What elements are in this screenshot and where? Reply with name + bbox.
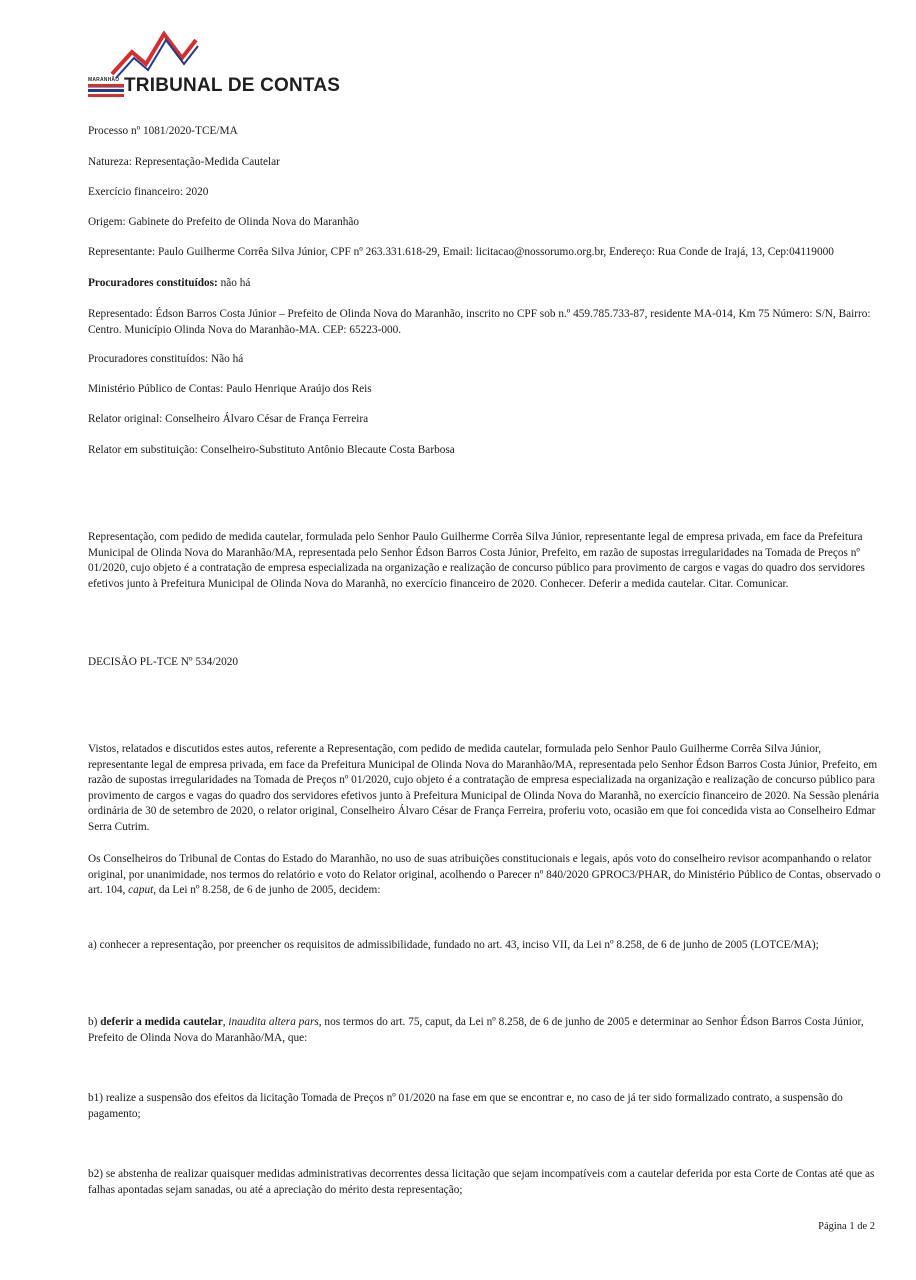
processo-line: Processo nº 1081/2020-TCE/MA: [88, 125, 238, 137]
item-b1-paragraph: b1) realize a suspensão dos efeitos da licitação Tomada de Preços nº 01/2020 na fase em que se encontrar e, no caso de já ter sido formalizado contrato, a suspensão do pagamento;: [88, 1092, 843, 1120]
item-b-sep: ,: [222, 1016, 229, 1028]
item-b2-paragraph: b2) se abstenha de realizar quaisquer medidas administrativas decorrentes dessa licitação que sejam incompatíveis com a cautelar deferida por esta Corte de Contas até que as falhas apontadas sejam sanadas, ou até a apreciação do mérito desta representação;: [88, 1168, 875, 1196]
item-b-paragraph: [88, 1015, 883, 1046]
procuradores-value: não há: [217, 277, 251, 289]
item-b-prefix: b): [88, 1016, 101, 1028]
origem-line: Origem: Gabinete do Prefeito de Olinda Nova do Maranhão: [88, 216, 360, 228]
ementa-paragraph: Representação, com pedido de medida cautelar, formulada pelo Senhor Paulo Guilherme Corrêa Silva Júnior, representante legal de empresa privada, em face da Prefeitura Municipal de Olinda Nova do Maranhão/MA, representada pelo Senhor Édson Barros Costa Júnior, Prefeito, em razão de supostas irregularidades na Tomada de Preços nº 01/2020, cujo objeto é a contratação de empresa especializada na organização e realização de concurso público para provimento de cargos e vagas do quadro dos servidores efetivos junto à Prefeitura Municipal de Olinda Nova do Maranhã, no exercício financeiro de 2020. Conhecer. Deferir a medida cautelar. Citar. Comunicar.: [88, 531, 865, 590]
vistos-paragraph: Vistos, relatados e discutidos estes autos, referente a Representação, com pedido de medida cautelar, formulada pelo Senhor Paulo Guilherme Corrêa Silva Júnior, representante legal de empresa privada, em face da Prefeitura Municipal de Olinda Nova do Maranhão/MA, representada pelo Senhor Édson Barros Costa Júnior, Prefeito, em razão de supostas irregularidades na Tomada de Preços nº 01/2020, cujo objeto é a contratação de empresa especializada na organização e realização de concurso público para provimento de cargos e vagas do quadro dos servidores efetivos junto à Prefeitura Municipal de Olinda Nova do Maranhã, no exercício financeiro de 2020. Na Sessão plenária ordinária de 30 de setembro de 2020, o relator original, Conselheiro Álvaro César de França Ferreira, proferiu voto, ocasião em que foi concedida vista ao Conselheiro Edmar Serra Cutrim.: [88, 743, 879, 833]
conselheiros-text: Os Conselheiros do Tribunal de Contas do Estado do Maranhão, no uso de suas atribuições constitucionais e legais, após voto do conselheiro revisor acompanhando o relator original, por unanimidade, nos termos do relatório e voto do Relator original, acolhendo o Parecer nº 840/2020 GPROC3/PHAR, do Ministério Público de Contas, observado o art. 104,: [88, 853, 881, 897]
item-b-italic: inaudita altera pars: [228, 1016, 319, 1028]
procuradores-label: Procuradores constituídos:: [88, 277, 218, 289]
decisao-title: DECISÃO PL-TCE Nº 534/2020: [88, 656, 239, 668]
ministerio-line: Ministério Público de Contas: Paulo Henrique Araújo dos Reis: [88, 383, 372, 395]
logo-stripes-icon: [88, 84, 124, 98]
tribunal-logo: [88, 28, 341, 100]
procuradores-line-2: Procuradores constituídos: Não há: [88, 353, 244, 365]
item-b-bold: deferir a medida cautelar: [100, 1016, 223, 1028]
natureza-line: Natureza: Representação-Medida Cautelar: [88, 156, 280, 168]
relator-original-line: Relator original: Conselheiro Álvaro César de França Ferreira: [88, 413, 369, 425]
relator-substituicao-line: Relator em substituição: Conselheiro-Substituto Antônio Blecaute Costa Barbosa: [88, 444, 455, 456]
representante-line: Representante: Paulo Guilherme Corrêa Silva Júnior, CPF nº 263.331.618-29, Email: licitacao@nossorumo.org.br, Endereço: Rua Conde de Irajá, 13, Cep:04119000: [88, 246, 834, 258]
conselheiros-paragraph: [88, 852, 883, 899]
caput-term: caput: [128, 884, 154, 897]
item-b-rest: , nos termos do art. 75, caput, da Lei nº 8.258, de 6 de junho de 2005 e determinar ao Senhor Édson Barros Costa Júnior, Prefeito de Olinda Nova do Maranhão/MA, que:: [88, 1016, 864, 1044]
procuradores-line-1: [88, 276, 883, 292]
conselheiros-text-end: , da Lei nº 8.258, de 6 de junho de 2005, decidem:: [153, 884, 381, 897]
representado-line: Representado: Édson Barros Costa Júnior – Prefeito de Olinda Nova do Maranhão, inscrito no CPF sob n.º 459.785.733-87, residente MA-014, Km 75 Número: S/N, Bairro: Centro. Município Olinda Nova do Maranhão-MA. CEP: 65223-000.: [88, 308, 871, 336]
logo-state-label: MARANHÃO: [88, 77, 120, 83]
item-a-paragraph: a) conhecer a representação, por preencher os requisitos de admissibilidade, fundado no art. 43, inciso VII, da Lei nº 8.258, de 6 de junho de 2005 (LOTCE/MA);: [88, 939, 819, 951]
logo-institution-name: TRIBUNAL DE CONTAS: [124, 75, 341, 96]
exercicio-line: Exercício financeiro: 2020: [88, 186, 209, 198]
page-number: Página 1 de 2: [818, 1221, 875, 1232]
